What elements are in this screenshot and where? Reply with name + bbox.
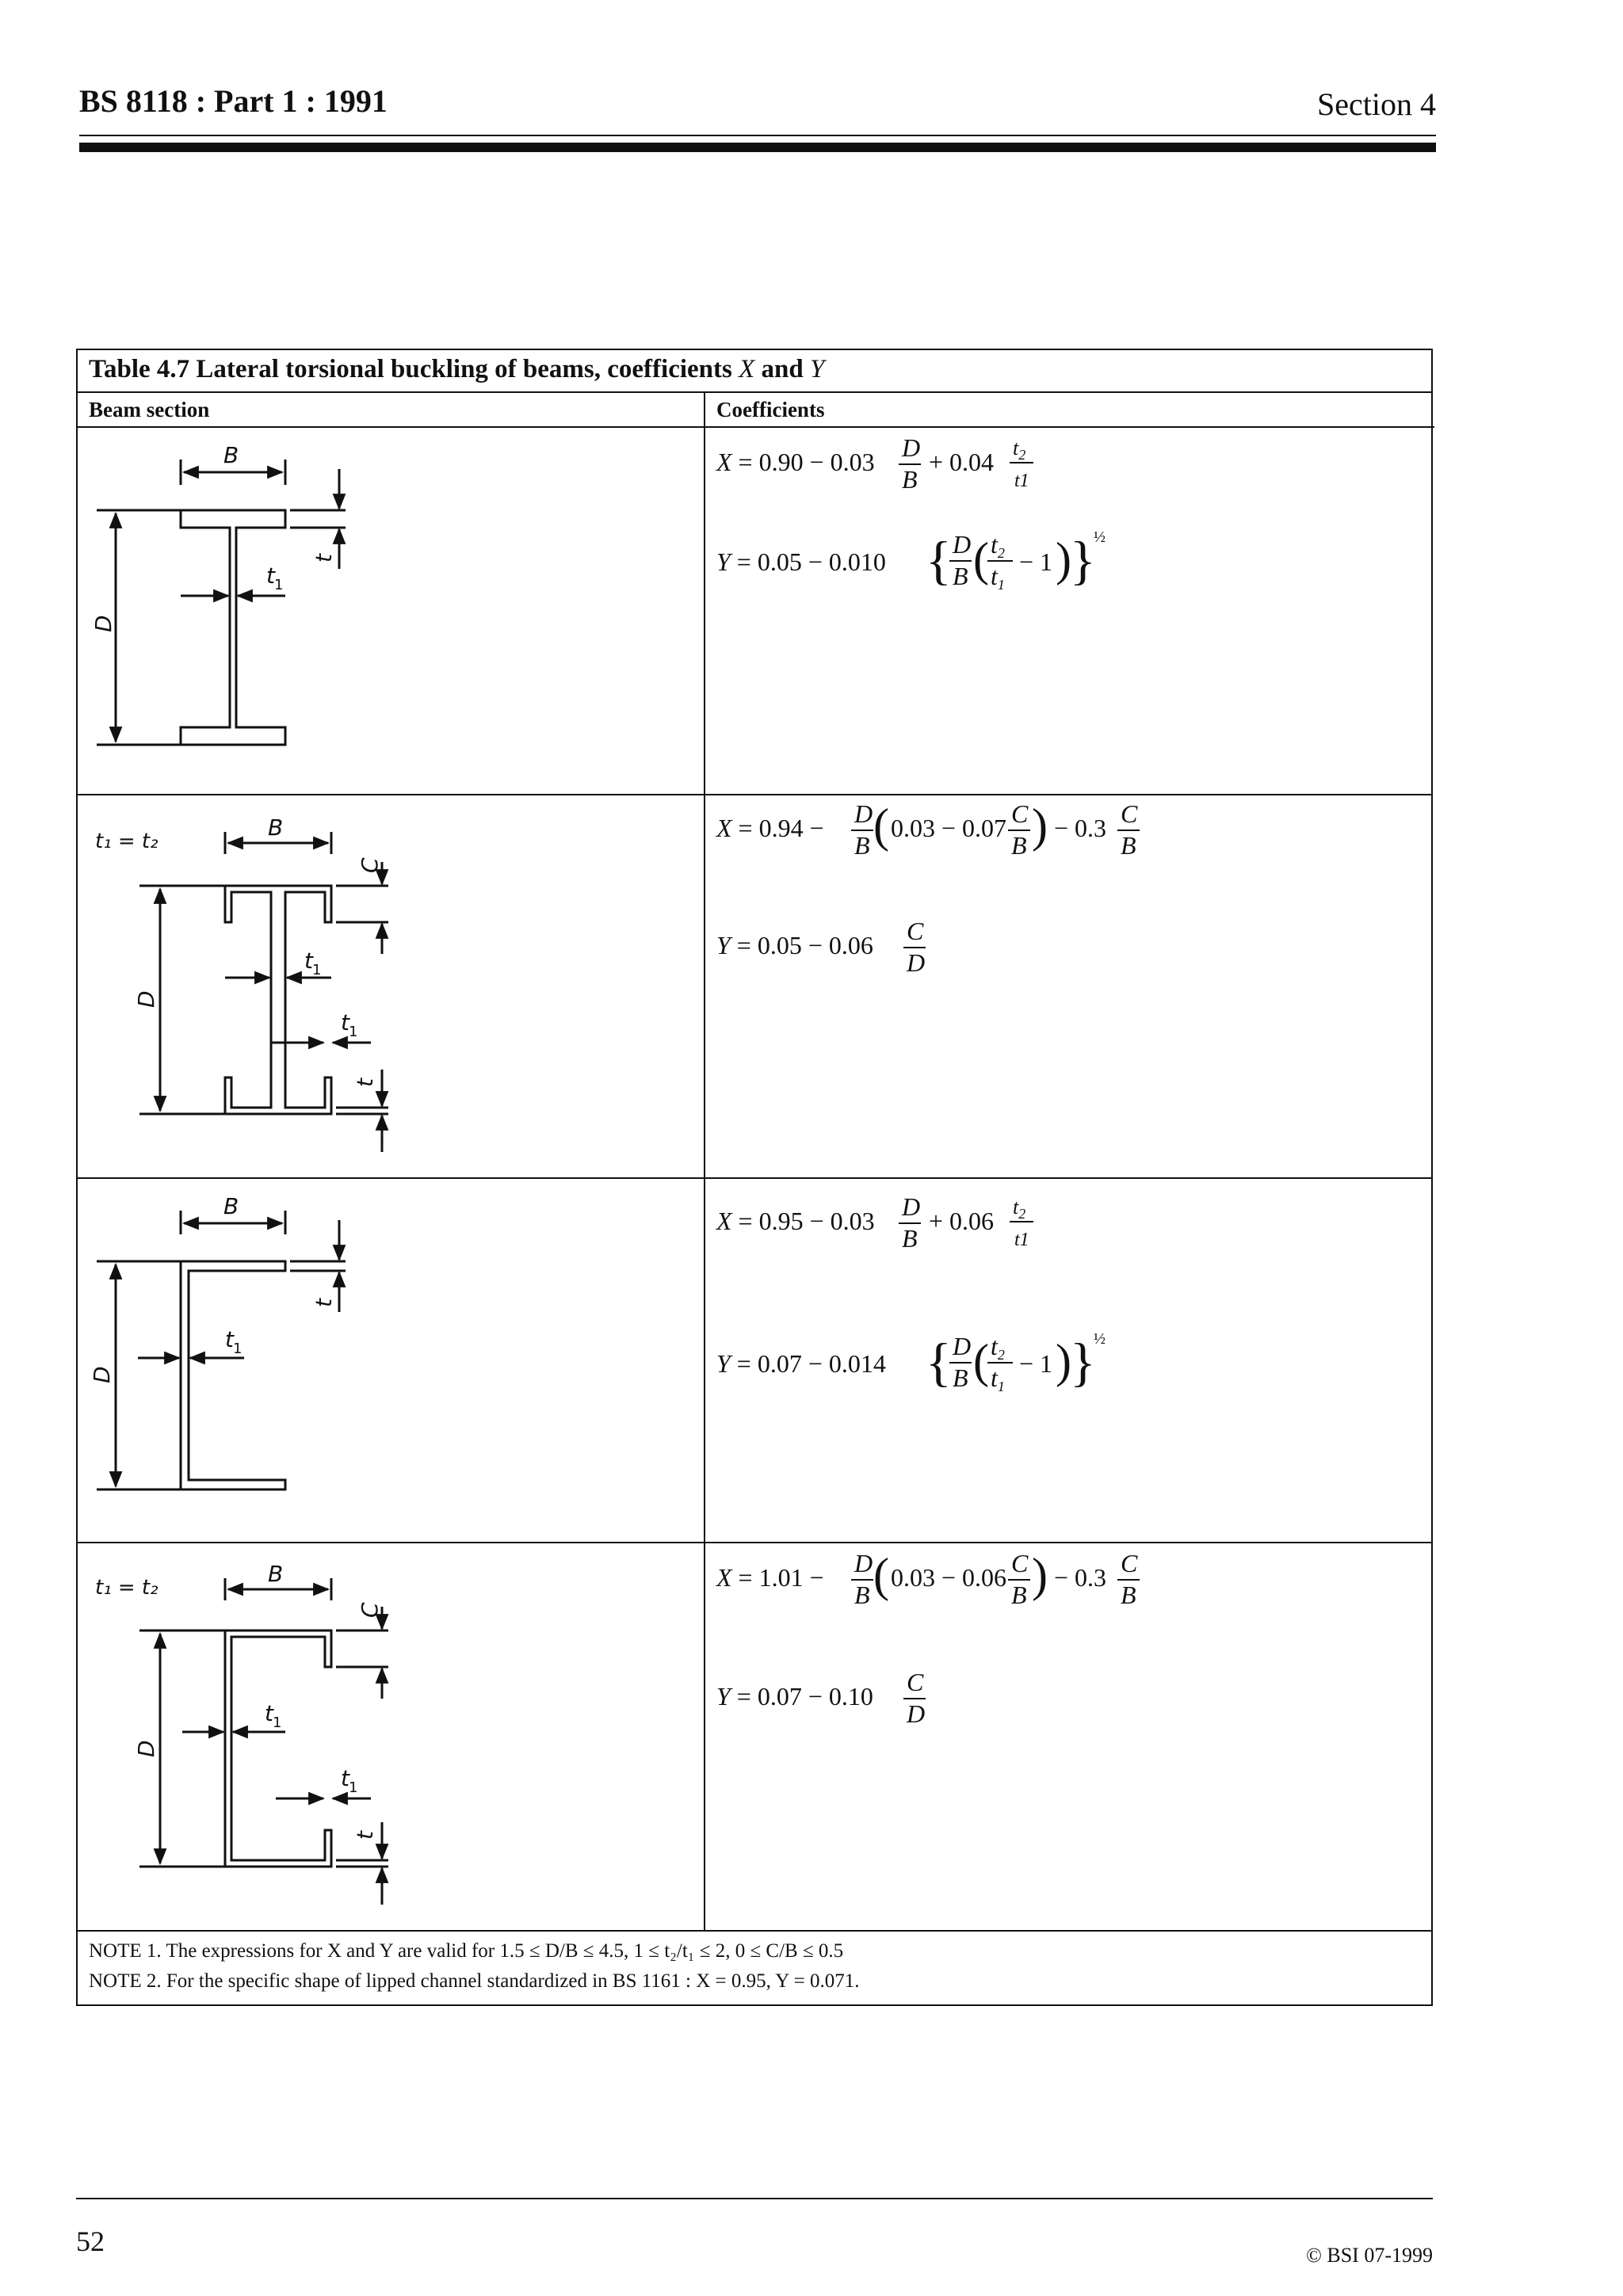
header-thick-rule	[79, 143, 1436, 152]
label-d: D	[133, 1740, 159, 1757]
svg-text:}: }	[1070, 530, 1096, 590]
footer-rule	[76, 2198, 1433, 2199]
svg-text:t1: t1	[1014, 471, 1029, 491]
lipped-i-section-diagram	[78, 795, 704, 1179]
svg-text:B: B	[1011, 831, 1027, 860]
svg-text:C: C	[1121, 1549, 1138, 1577]
svg-text:): )	[1056, 533, 1071, 585]
svg-text:(: (	[973, 533, 989, 585]
label-equal-thickness: t₁ = t₂	[95, 1576, 158, 1600]
svg-text:C: C	[1011, 799, 1029, 828]
coefficient-formulas-row3	[705, 1179, 1434, 1543]
coefficient-cell	[705, 428, 1434, 794]
label-t1-lip: t	[341, 1009, 349, 1035]
equation-x-row3: X = 0.95 − 0.03	[716, 1207, 875, 1235]
label-b: B	[268, 814, 284, 841]
page-number: 52	[76, 2225, 105, 2257]
label-t2: t	[352, 1831, 378, 1840]
equation-x-row1: X = 0.90 − 0.03	[716, 448, 875, 476]
svg-text:C: C	[907, 917, 924, 945]
beam-section-cell	[78, 1543, 705, 1930]
table-row-channel	[78, 1179, 1431, 1543]
svg-text:t1: t1	[991, 1363, 1005, 1394]
table-title-y: Y	[809, 355, 825, 383]
label-b: B	[223, 1193, 239, 1219]
label-t1-sub: 1	[233, 1341, 242, 1357]
svg-text:− 1: − 1	[1019, 547, 1053, 576]
equation-y-row3: Y = 0.07 − 0.014	[716, 1349, 886, 1378]
i-section-outline	[181, 510, 285, 745]
label-b: B	[223, 442, 239, 468]
note-1: NOTE 1. The expressions for X and Y are valid for 1.5 ≤ D/B ≤ 4.5, 1 ≤ t₂/t₁ ≤ 2, 0 ≤ C/B ≤ 0.5	[89, 1940, 844, 1962]
channel-diagram	[78, 1179, 704, 1543]
svg-text:t2: t2	[991, 530, 1005, 561]
beam-section-cell	[78, 1179, 705, 1542]
equation-y-row1: Y = 0.05 − 0.010	[716, 547, 886, 576]
svg-text:D: D	[854, 1549, 873, 1577]
label-equal-thickness: t₁ = t₂	[95, 830, 158, 853]
svg-text:− 1: − 1	[1019, 1349, 1053, 1378]
svg-text:− 0.3: − 0.3	[1054, 1563, 1107, 1592]
label-t1-lip: t	[341, 1765, 349, 1791]
svg-text:C: C	[907, 1668, 924, 1696]
svg-text:t2: $t_2$	[1013, 1196, 1026, 1222]
svg-text:− 0.3: − 0.3	[1054, 814, 1107, 842]
svg-text:{: {	[926, 530, 952, 590]
svg-text:(: (	[873, 799, 889, 852]
standard-title: BS 8118 : Part 1 : 1991	[79, 83, 388, 119]
svg-text:B: B	[902, 1224, 918, 1253]
equation-y-row2: Y = 0.05 − 0.06	[716, 931, 873, 959]
svg-text:{: {	[926, 1332, 952, 1392]
svg-text:B: B	[953, 1363, 968, 1392]
note-2: NOTE 2. For the specific shape of lipped channel standardized in BS 1161 : X = 0.95, Y = 0.071.	[89, 1970, 860, 1992]
svg-text:D: D	[854, 799, 873, 828]
label-t1: t	[304, 948, 313, 974]
svg-text:D: D	[907, 1699, 926, 1728]
column-header-coefficients: Coefficients	[705, 393, 1434, 428]
svg-text:0.03 − 0.07: 0.03 − 0.07	[891, 814, 1007, 842]
svg-text:(: (	[873, 1549, 889, 1601]
coefficient-formulas-row4	[705, 1543, 1434, 1932]
lipped-i-outline-outer	[225, 886, 331, 1114]
table-title-prefix: Table 4.7 Lateral torsional buckling of beams, coefficients	[89, 355, 739, 383]
coefficient-cell	[705, 795, 1434, 1177]
copyright: © BSI 07-1999	[1306, 2244, 1433, 2267]
table-row-i-section	[78, 428, 1431, 795]
svg-text:t1: t1	[991, 562, 1005, 593]
svg-text:): )	[1032, 799, 1048, 852]
i-section-diagram	[78, 428, 704, 795]
table-row-lipped-i-section	[78, 795, 1431, 1179]
label-t1: t	[266, 563, 275, 589]
svg-text:D: D	[953, 530, 972, 559]
coefficient-cell	[705, 1543, 1434, 1930]
beam-section-cell	[78, 795, 705, 1177]
label-d: D	[90, 615, 116, 632]
svg-text:B: B	[854, 1581, 870, 1609]
svg-text:C: C	[1011, 1549, 1029, 1577]
svg-text:B: B	[1011, 1581, 1027, 1609]
label-t2: t	[311, 554, 337, 563]
label-d: D	[133, 990, 159, 1008]
svg-text:½: ½	[1094, 1330, 1106, 1348]
svg-text:½: ½	[1094, 528, 1106, 546]
coefficient-cell	[705, 1179, 1434, 1542]
coefficient-formulas-row2	[705, 795, 1434, 1179]
label-t1-sub: 1	[274, 577, 284, 593]
svg-text:B: B	[854, 831, 870, 860]
svg-text:}: }	[1070, 1332, 1096, 1392]
svg-text:B: B	[1121, 831, 1136, 860]
svg-text:D: D	[907, 948, 926, 977]
label-c: C	[357, 1602, 383, 1618]
table-title-and: and	[754, 355, 810, 383]
label-d: D	[89, 1366, 115, 1383]
label-t1-sub: 1	[312, 962, 322, 978]
svg-text:+ 0.06: + 0.06	[929, 1207, 995, 1235]
table-row-lipped-channel	[78, 1543, 1431, 1932]
svg-text:t2: t2	[991, 1332, 1005, 1363]
svg-text:t2: $t_2$	[1013, 437, 1026, 463]
column-header-beam-section: Beam section	[78, 393, 705, 428]
label-t1-lip-sub: 1	[349, 1779, 358, 1796]
lipped-channel-diagram	[78, 1543, 704, 1932]
table-notes	[78, 1932, 1431, 2008]
svg-text:D: D	[953, 1332, 972, 1360]
equation-y-row4: Y = 0.07 − 0.10	[716, 1682, 873, 1711]
label-t1-sub: 1	[273, 1714, 282, 1731]
channel-outline	[181, 1261, 285, 1489]
svg-text:C: C	[1121, 799, 1138, 828]
svg-text:(: (	[973, 1335, 989, 1387]
table-title-x: X	[739, 355, 755, 383]
svg-text:0.03 − 0.06: 0.03 − 0.06	[891, 1563, 1007, 1592]
equation-x-row2: X = 0.94 −	[716, 814, 824, 842]
label-t2: t	[311, 1299, 337, 1307]
coefficient-formulas-row1	[705, 428, 1434, 795]
svg-text:): )	[1032, 1549, 1048, 1601]
lipped-channel-outline	[225, 1630, 331, 1867]
label-c: C	[357, 857, 383, 873]
svg-text:D: D	[902, 433, 921, 462]
beam-section-cell	[78, 428, 705, 794]
coefficients-table	[76, 349, 1433, 2006]
svg-text:B: B	[902, 465, 918, 494]
label-b: B	[268, 1561, 284, 1587]
svg-text:): )	[1056, 1335, 1071, 1387]
equation-x-row4: X = 1.01 −	[716, 1563, 824, 1592]
section-label: Section 4	[1317, 86, 1436, 122]
svg-text:B: B	[1121, 1581, 1136, 1609]
svg-text:t1: t1	[1014, 1230, 1029, 1250]
label-t2: t	[352, 1078, 378, 1087]
table-title	[78, 350, 1431, 393]
label-t1: t	[265, 1700, 273, 1726]
label-t1-lip-sub: 1	[349, 1024, 358, 1040]
svg-text:D: D	[902, 1192, 921, 1221]
header-thin-rule	[79, 135, 1436, 136]
label-t1: t	[225, 1326, 234, 1352]
svg-text:+ 0.04: + 0.04	[929, 448, 995, 476]
svg-text:B: B	[953, 562, 968, 590]
